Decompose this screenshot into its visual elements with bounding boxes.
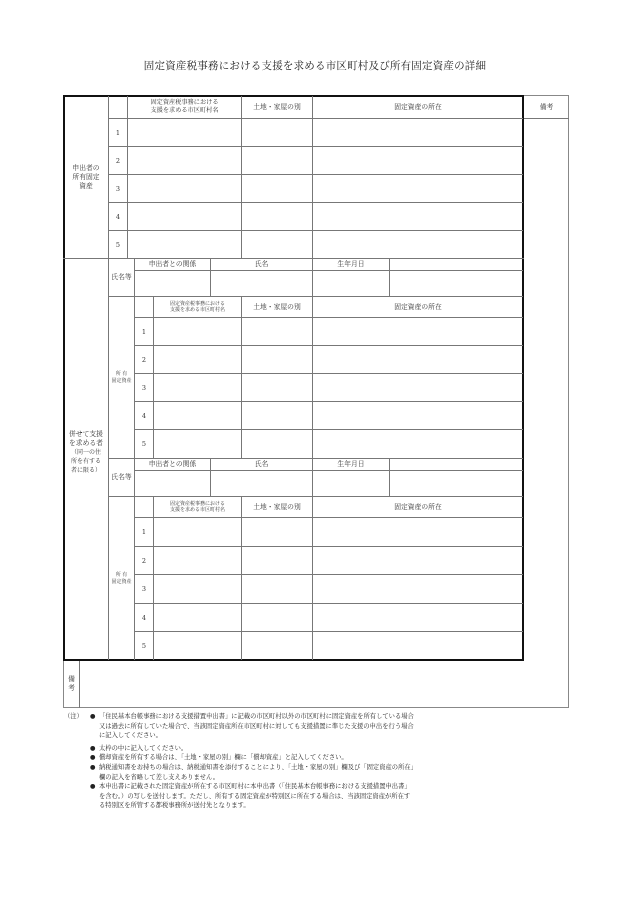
p2-extra-field[interactable] [390,459,523,496]
p2-municipality-field[interactable] [154,604,241,631]
row-number: 5 [115,240,121,249]
p1-name-field[interactable] [211,271,312,296]
bullet-icon: ● [90,763,96,771]
p1-municipality-field[interactable] [154,346,241,373]
s1-municipality-field[interactable] [128,147,241,174]
label-line: 固定資産 [111,377,132,384]
remarks-column-header: 備考 [539,102,554,111]
p2-relation-header: 申出者との関係 [148,460,197,468]
p2-land-building-field[interactable] [242,518,312,546]
header-location: 固定資産の所在 [394,102,442,111]
p2-municipality-field[interactable] [154,575,241,603]
note-text [99,712,514,741]
p1-municipality-field[interactable] [154,402,241,429]
p2-location-field[interactable] [313,575,523,603]
note-line: 本申出書に記載された固定資産が所在する市区町村に本申出書（「住民基本台帳事務における支援措置申出書」 [99,783,411,791]
s1-municipality-field[interactable] [128,231,241,258]
s1-municipality-field[interactable] [128,203,241,230]
p2-location-field[interactable] [313,604,523,631]
p1-relation-header: 申出者との関係 [148,260,197,268]
s1-land-building-field[interactable] [242,175,312,202]
p1-land-building-field[interactable] [242,402,312,429]
p2-municipality-field[interactable] [154,518,241,546]
note-line: 納税通知書をお持ちの場合は、納税通知書を添付することにより、「土地・家屋の別」欄及び「固定資産の所在」 [99,763,417,771]
label-line: （同一の住 [70,449,101,456]
bullet-icon: ● [90,783,96,791]
p1-location-field[interactable] [313,374,523,401]
s1-land-building-field[interactable] [242,203,312,230]
p2-name-label: 氏名等 [111,473,132,481]
s1-land-building-field[interactable] [242,231,312,258]
p1-name-label: 氏名等 [111,273,132,281]
row-number: 1 [115,128,121,137]
note-item [64,782,514,811]
s1-land-building-field[interactable] [242,119,312,146]
bullet-icon: ● [90,754,96,762]
p2-assets-label [109,497,134,660]
remarks-row-label [64,661,79,707]
note-item [64,744,514,754]
row-number: 3 [115,184,121,193]
row-number: 4 [141,613,147,622]
p1-relation-field[interactable] [135,271,210,296]
p1-assets-label [109,297,134,458]
row-number: 5 [141,642,147,650]
row-number: 3 [141,383,147,392]
label-line: を求める者 [69,439,103,447]
p1-header-municipality [154,297,241,317]
note-text [99,753,514,763]
note-line: に記入してください。 [99,732,162,740]
header-land-building: 土地・家屋の別 [253,102,301,111]
bullet-icon: ● [90,713,96,720]
p1-land-building-field[interactable] [242,430,312,458]
p2-name-header: 氏名 [254,460,269,468]
row-number: 2 [115,156,121,165]
applicant-assets-label [64,96,108,258]
header-line: 支援を求める市区町村名 [169,507,225,513]
header-line: 支援を求める市区町村名 [150,107,219,114]
remarks-column-field[interactable] [524,119,569,660]
header-line: 固定資産税事務における [150,99,219,106]
note-text [99,782,514,811]
p1-location-field[interactable] [313,318,523,345]
s1-location-field[interactable] [313,231,523,258]
note-item [64,712,514,741]
p1-location-field[interactable] [313,430,523,458]
p1-header-land-building: 土地・家屋の別 [253,302,301,311]
label-line: 申出者の [72,163,100,172]
header-line: 固定資産税事務における [169,500,225,507]
p2-land-building-field[interactable] [242,547,312,574]
row-number: 1 [141,528,147,536]
row-number: 3 [141,585,147,593]
note-item [64,763,514,782]
p2-land-building-field[interactable] [242,575,312,603]
header-municipality [128,96,241,118]
p2-location-field[interactable] [313,632,523,660]
s1-location-field[interactable] [313,119,523,146]
label-line: 固定資産 [111,578,132,585]
note-line: を含む。）の写しを送付します。ただし、所有する固定資産が特別区に所在する場合は、当該固定資産が所在す [99,792,411,800]
note-line: 又は過去に所有していた場合で、当該固定資産所在市区町村に対しても支援措置に準じた支援の申出を行う場合 [99,722,414,730]
p2-location-field[interactable] [313,518,523,546]
p2-birth-field[interactable] [313,471,389,496]
p1-municipality-field[interactable] [154,374,241,401]
s1-location-field[interactable] [313,147,523,174]
label-line: 備 [68,675,75,683]
p1-location-field[interactable] [313,346,523,373]
note-text [99,763,514,782]
p2-header-location: 固定資産の所在 [394,502,442,511]
co-applicants-label [64,420,108,485]
header-line: 固定資産税事務における [169,300,225,307]
s1-location-field[interactable] [313,175,523,202]
label-line: 所を有する [70,458,101,465]
p1-birth-field[interactable] [313,271,389,296]
p1-location-field[interactable] [313,402,523,429]
p2-municipality-field[interactable] [154,632,241,660]
s1-municipality-field[interactable] [128,119,241,146]
p1-birth-header: 生年月日 [337,260,365,268]
p1-extra-field[interactable] [390,259,523,296]
row-number: 1 [141,327,147,336]
label-line: 所有固定 [72,172,100,181]
row-number: 4 [141,411,147,420]
p2-name-field[interactable] [211,471,312,496]
label-line: 考 [68,684,75,692]
p1-land-building-field[interactable] [242,374,312,401]
p2-header-land-building: 土地・家屋の別 [253,502,301,511]
p1-land-building-field[interactable] [242,346,312,373]
note-item [64,753,514,763]
row-number: 2 [141,556,147,565]
label-line: 所 有 [115,371,128,377]
label-line: 資産 [79,181,93,190]
note-line: 償却資産を所有する場合は、「土地・家屋の別」欄に「償却資産」と記入してください。 [99,754,348,762]
p2-municipality-field[interactable] [154,547,241,574]
label-line: 者に限る） [70,467,101,474]
label-line: 所 有 [115,572,128,578]
s1-land-building-field[interactable] [242,147,312,174]
s1-location-field[interactable] [313,203,523,230]
row-number: 4 [115,212,121,221]
s1-municipality-field[interactable] [128,175,241,202]
notes-section [64,712,514,811]
p2-location-field[interactable] [313,547,523,574]
p2-birth-header: 生年月日 [337,460,365,468]
p1-municipality-field[interactable] [154,430,241,458]
p1-municipality-field[interactable] [154,318,241,345]
p2-land-building-field[interactable] [242,604,312,631]
notes-prefix: （注） [64,713,83,720]
remarks-row-field[interactable] [80,661,568,707]
note-line: 太枠の中に記入してください。 [99,744,188,752]
p1-name-header: 氏名 [254,260,269,268]
note-text [99,744,514,754]
row-number: 5 [141,440,147,448]
form-title: 固定資産税事務における支援を求める市区町村及び所有固定資産の詳細 [143,60,487,72]
note-line: 「住民基本台帳事務における支援措置申出書」に記載の市区町村以外の市区町村に固定資産を所有している場合 [99,713,414,720]
p2-header-municipality [154,497,241,517]
note-line: る特別区を所管する都税事務所が送付先となります。 [99,802,250,810]
header-line: 支援を求める市区町村名 [169,307,225,313]
p2-relation-field[interactable] [135,471,210,496]
p1-land-building-field[interactable] [242,318,312,345]
bullet-icon: ● [90,744,96,752]
note-line: 欄の記入を省略して差し支えありません。 [99,773,220,781]
label-line: 併せて支援 [69,430,103,438]
p2-land-building-field[interactable] [242,632,312,660]
row-number: 2 [141,355,147,364]
p1-header-location: 固定資産の所在 [394,302,442,311]
